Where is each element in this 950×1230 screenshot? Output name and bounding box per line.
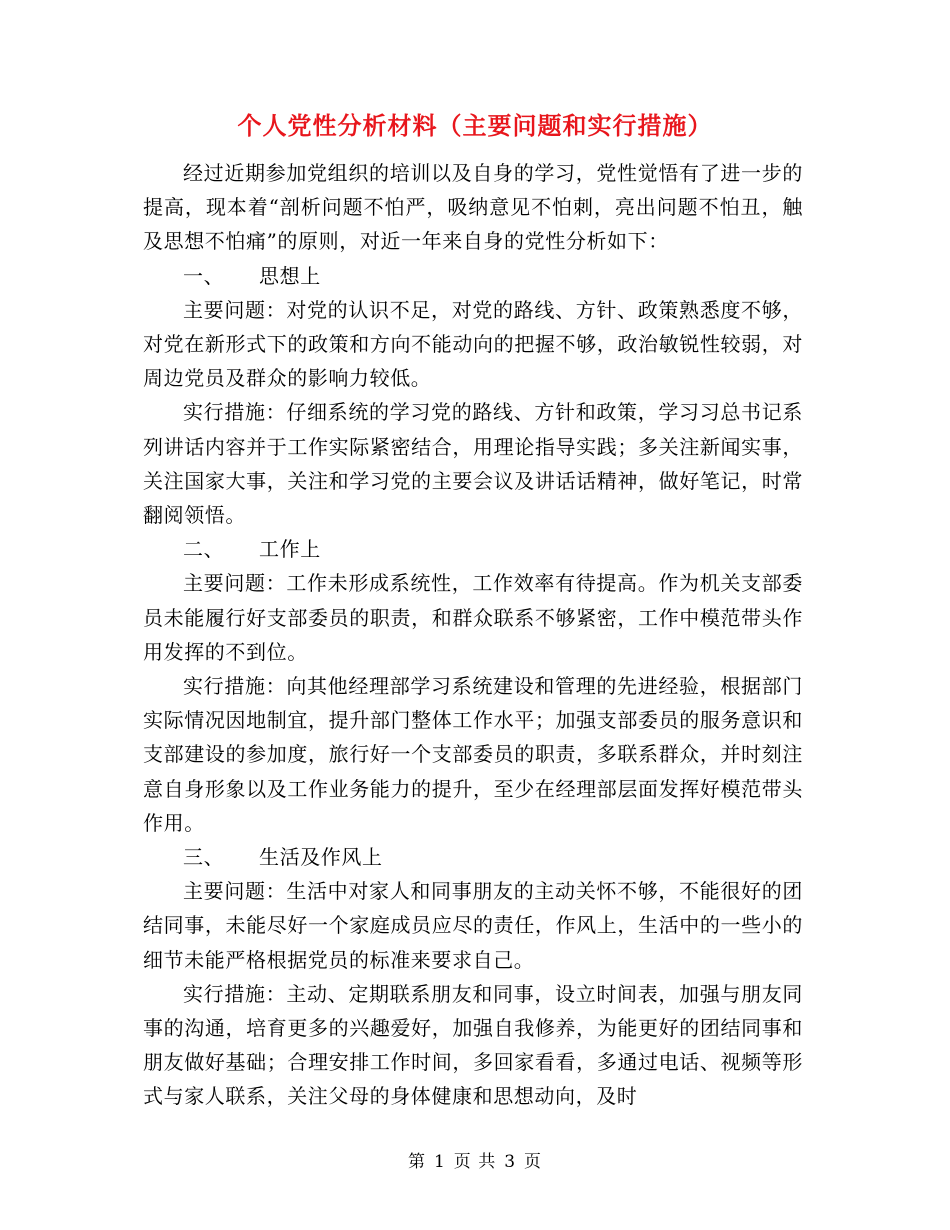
footer-mid: 页 共 xyxy=(453,1152,497,1172)
page-footer xyxy=(0,1149,950,1175)
current-page-number: 1 xyxy=(433,1152,446,1172)
document-body xyxy=(143,156,803,1114)
section-heading-thought xyxy=(143,259,803,293)
intro-paragraph: 经过近期参加党组织的培训以及自身的学习，党性觉悟有了进一步的提高，现本着“剖析问题不怕严，吸纳意见不怕刺，亮出问题不怕丑，触及思想不怕痛”的原则，对近一年来自身的党性分析如下： xyxy=(143,161,803,254)
measure-paragraph: 实行措施：主动、定期联系朋友和同事，设立时间表，加强与朋友同事的沟通，培育更多的兴趣爱好，加强自我修养，为能更好的团结同事和朋友做好基础；合理安排工作时间，多回家看看，多通过电话、视频等形式与家人联系，关注父母的身体健康和思想动向，及时 xyxy=(143,981,803,1109)
section-title: 思想上 xyxy=(259,263,321,288)
problem-paragraph: 主要问题：生活中对家人和同事朋友的主动关怀不够，不能很好的团结同事，未能尽好一个家庭成员应尽的责任，作风上，生活中的一些小的细节未能严格根据党员的标准来要求自己。 xyxy=(143,879,803,972)
problem-paragraph: 主要问题：工作未形成系统性，工作效率有待提高。作为机关支部委员未能履行好支部委员的职责，和群众联系不够紧密，工作中模范带头作用发挥的不到位。 xyxy=(143,571,803,664)
measure-paragraph: 实行措施：仔细系统的学习党的路线、方针和政策，学习习总书记系列讲话内容并于工作实际紧密结合，用理论指导实践；多关注新闻实事，关注国家大事，关注和学习党的主要会议及讲话话精神，做好笔记，时常翻阅领悟。 xyxy=(143,400,803,528)
section-number: 二、 xyxy=(183,537,225,562)
section-number: 三、 xyxy=(183,845,225,870)
footer-prefix: 第 xyxy=(407,1152,426,1172)
section-title: 生活及作风上 xyxy=(259,845,383,870)
footer-suffix: 页 xyxy=(524,1152,543,1172)
document-title: 个人党性分析材料（主要问题和实行措施） xyxy=(237,111,713,140)
measure-paragraph: 实行措施：向其他经理部学习系统建设和管理的先进经验，根据部门实际情况因地制宜，提升部门整体工作水平；加强支部委员的服务意识和支部建设的参加度，旅行好一个支部委员的职责，多联系群众，并时刻注意自身形象以及工作业务能力的提升，至少在经理部层面发挥好模范带头作用。 xyxy=(143,674,803,835)
section-heading-life xyxy=(143,840,803,874)
problem-paragraph: 主要问题：对党的认识不足，对党的路线、方针、政策熟悉度不够，对党在新形式下的政策和方向不能动向的把握不够，政治敏锐性较弱，对周边党员及群众的影响力较低。 xyxy=(143,297,803,391)
section-number: 一、 xyxy=(183,263,225,288)
total-page-number: 3 xyxy=(504,1152,517,1172)
section-title: 工作上 xyxy=(259,537,321,562)
section-heading-work xyxy=(143,532,803,566)
